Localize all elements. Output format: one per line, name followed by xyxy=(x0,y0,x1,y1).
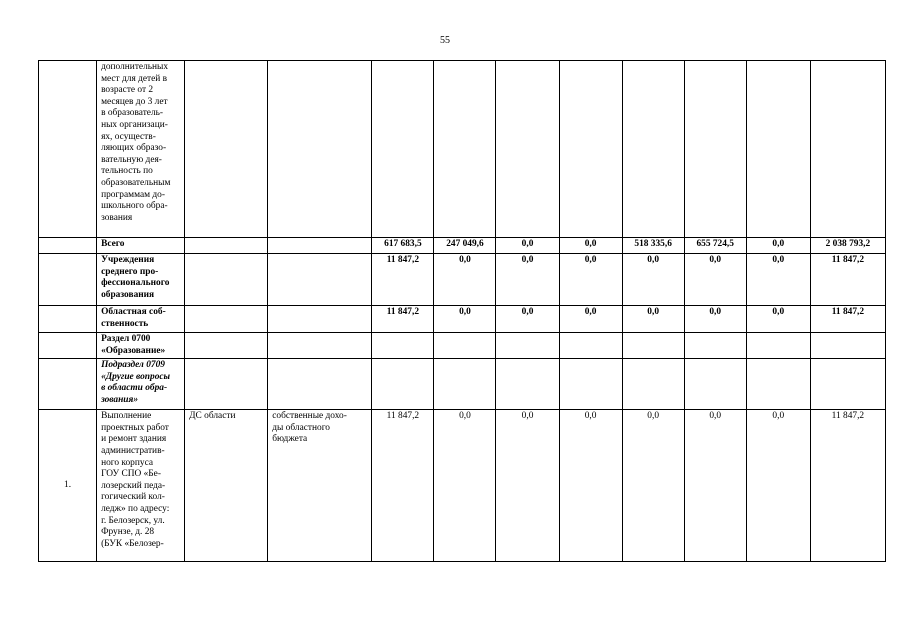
text-line: ных организаци- xyxy=(101,119,168,130)
source-cell xyxy=(268,238,372,254)
text-line: в образователь- xyxy=(101,108,164,119)
value-cell xyxy=(684,61,746,238)
value-cell: 617 683,5 xyxy=(372,238,434,254)
value-cell: 0,0 xyxy=(434,410,496,562)
value-cell xyxy=(372,333,434,359)
table-row-subsection xyxy=(39,359,886,410)
table-row-section xyxy=(39,333,886,359)
value-cell xyxy=(434,359,496,410)
value-cell: 0,0 xyxy=(746,254,810,306)
value-cell: 11 847,2 xyxy=(372,306,434,333)
value-cell: 0,0 xyxy=(496,238,559,254)
text-line: месяцев до 3 лет xyxy=(101,96,168,107)
value-cell: 2 038 793,2 xyxy=(810,238,885,254)
value-cell xyxy=(372,61,434,238)
text-line: Учреждения xyxy=(101,255,155,265)
value-cell: 0,0 xyxy=(746,410,810,562)
text-line: среднего про- xyxy=(101,266,159,277)
index-cell xyxy=(39,306,97,333)
name-cell xyxy=(97,306,185,333)
value-cell xyxy=(746,61,810,238)
index-cell xyxy=(39,238,97,254)
text-line: (БУК «Белозер- xyxy=(101,538,164,549)
value-cell: 0,0 xyxy=(559,238,622,254)
source-cell xyxy=(268,333,372,359)
text-line: Областная соб- xyxy=(101,307,166,317)
text-line: зования xyxy=(101,212,133,223)
text-line: бюджета xyxy=(272,434,308,445)
value-cell: 0,0 xyxy=(684,254,746,306)
text-line: и ремонт здания xyxy=(101,434,167,445)
customer-cell xyxy=(185,359,268,410)
value-cell: 0,0 xyxy=(746,238,810,254)
text-line: мест для детей в xyxy=(101,73,168,84)
text-line: ГОУ СПО «Бе- xyxy=(101,469,161,480)
text-line: административ- xyxy=(101,445,165,456)
text-line: ного корпуса xyxy=(101,457,154,468)
text-line: возрасте от 2 xyxy=(101,85,154,96)
source-cell xyxy=(268,61,372,238)
text-line: ях, осуществ- xyxy=(101,131,156,142)
text-line: тельность по xyxy=(101,166,153,177)
text-line: ляющих образо- xyxy=(101,143,167,154)
name-cell xyxy=(97,61,185,238)
value-cell: 0,0 xyxy=(496,306,559,333)
text-line: дополнительных xyxy=(101,62,169,72)
value-cell: 247 049,6 xyxy=(434,238,496,254)
value-cell: 0,0 xyxy=(559,306,622,333)
value-cell xyxy=(622,333,684,359)
text-line: собственные дохо- xyxy=(272,411,347,422)
value-cell: 11 847,2 xyxy=(372,254,434,306)
index-cell xyxy=(39,254,97,306)
text-line: зования» xyxy=(101,394,139,405)
value-cell: 0,0 xyxy=(496,254,559,306)
customer-cell xyxy=(185,254,268,306)
value-cell: 11 847,2 xyxy=(810,410,885,562)
value-cell: 518 335,6 xyxy=(622,238,684,254)
name-cell xyxy=(97,410,185,562)
text-line: Подраздел 0709 xyxy=(101,360,165,371)
value-cell: 11 847,2 xyxy=(810,306,885,333)
value-cell: 11 847,2 xyxy=(372,410,434,562)
text-line: школьного обра- xyxy=(101,201,168,212)
value-cell xyxy=(496,333,559,359)
value-cell xyxy=(496,359,559,410)
customer-cell xyxy=(185,333,268,359)
text-line: ледж» по адресу: xyxy=(101,503,170,514)
value-cell xyxy=(810,359,885,410)
value-cell: 0,0 xyxy=(559,254,622,306)
table-row-institutions xyxy=(39,254,886,306)
value-cell xyxy=(496,61,559,238)
text-line: ственность xyxy=(101,318,149,329)
table-row-item-1 xyxy=(39,410,886,562)
value-cell xyxy=(622,61,684,238)
text-line: фессионального xyxy=(101,278,170,289)
value-cell xyxy=(434,61,496,238)
value-cell xyxy=(810,333,885,359)
text-line: проектных работ xyxy=(101,422,169,433)
value-cell: 0,0 xyxy=(684,410,746,562)
customer-cell xyxy=(185,306,268,333)
customer-cell: ДС области xyxy=(185,410,268,562)
source-cell xyxy=(268,306,372,333)
subsection-heading xyxy=(97,359,185,410)
value-cell xyxy=(746,359,810,410)
text-line: образования xyxy=(101,289,155,300)
text-line: Фрунзе, д. 28 xyxy=(101,527,155,538)
value-cell: 0,0 xyxy=(559,410,622,562)
value-cell xyxy=(684,359,746,410)
name-cell xyxy=(97,254,185,306)
text-line: в области обра- xyxy=(101,383,168,394)
table-row-continuation xyxy=(39,61,886,238)
index-cell xyxy=(39,333,97,359)
text-line: «Другие вопросы xyxy=(101,371,171,382)
text-line: лозерский педа- xyxy=(101,480,166,491)
value-cell: 0,0 xyxy=(622,254,684,306)
value-cell: 0,0 xyxy=(496,410,559,562)
source-cell xyxy=(268,410,372,562)
text-line: программам до- xyxy=(101,189,165,200)
page-number: 55 xyxy=(440,35,450,46)
source-cell xyxy=(268,254,372,306)
text-line: г. Белозерск, ул. xyxy=(101,515,165,526)
source-cell xyxy=(268,359,372,410)
value-cell: 655 724,5 xyxy=(684,238,746,254)
customer-cell xyxy=(185,238,268,254)
text-line: Раздел 0700 xyxy=(101,334,151,344)
section-heading xyxy=(97,333,185,359)
text-line: Выполнение xyxy=(101,411,152,422)
total-label: Всего xyxy=(97,238,185,254)
value-cell xyxy=(622,359,684,410)
value-cell: 0,0 xyxy=(434,254,496,306)
value-cell: 0,0 xyxy=(622,306,684,333)
value-cell: 0,0 xyxy=(434,306,496,333)
value-cell: 0,0 xyxy=(622,410,684,562)
table-row-regional xyxy=(39,306,886,333)
text-line: вательную дея- xyxy=(101,154,162,165)
index-cell xyxy=(39,359,97,410)
value-cell xyxy=(746,333,810,359)
customer-cell xyxy=(185,61,268,238)
text-line: ды областного xyxy=(272,422,330,433)
value-cell xyxy=(434,333,496,359)
value-cell xyxy=(559,61,622,238)
table-row-total xyxy=(39,238,886,254)
value-cell xyxy=(810,61,885,238)
value-cell xyxy=(559,359,622,410)
value-cell: 11 847,2 xyxy=(810,254,885,306)
value-cell xyxy=(372,359,434,410)
row-number: 1. xyxy=(39,410,97,562)
text-line: образовательным xyxy=(101,177,171,188)
budget-table xyxy=(38,60,886,562)
index-cell xyxy=(39,61,97,238)
value-cell: 0,0 xyxy=(746,306,810,333)
value-cell xyxy=(684,333,746,359)
text-line: гогический кол- xyxy=(101,492,165,503)
value-cell: 0,0 xyxy=(684,306,746,333)
text-line: «Образование» xyxy=(101,345,166,356)
value-cell xyxy=(559,333,622,359)
